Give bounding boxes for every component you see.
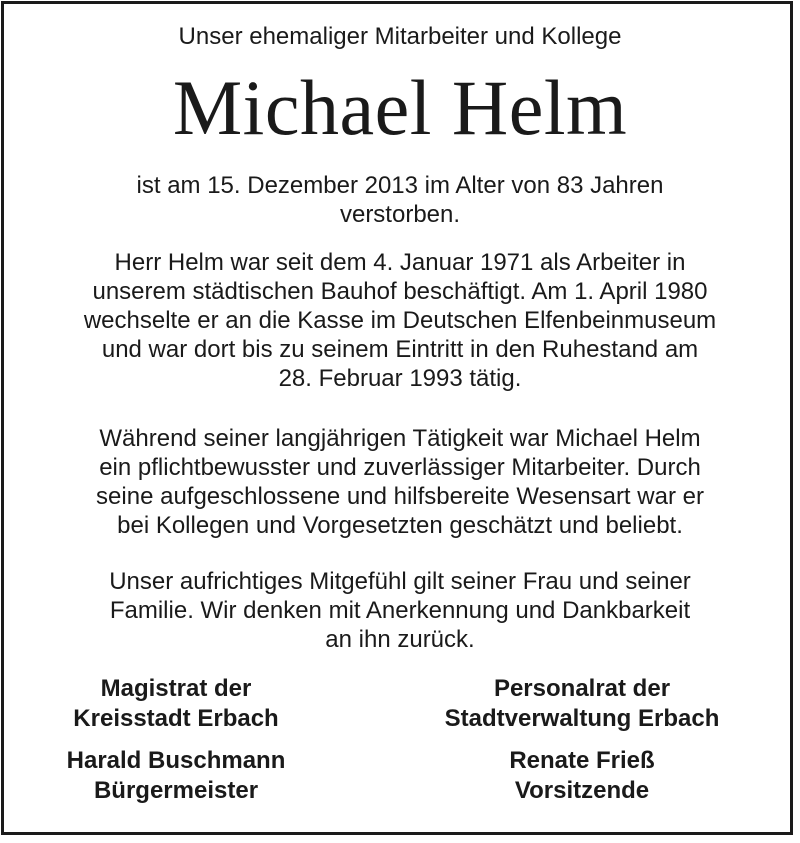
- text-line: unserem städtischen Bauhof beschäftigt. Am 1. April 1980: [92, 278, 708, 305]
- signer-role: Bürgermeister: [93, 777, 259, 804]
- org-name-line: Magistrat der: [100, 675, 252, 702]
- text-line: 28. Februar 1993 tätig.: [278, 365, 522, 392]
- signature-right-org: [402, 674, 762, 734]
- text-line: bei Kollegen und Vorgesetzten geschätzt und beliebt.: [117, 512, 683, 539]
- org-name-line: Stadtverwaltung Erbach: [444, 705, 720, 732]
- text-line: Familie. Wir denken mit Anerkennung und Dankbarkeit: [109, 597, 691, 624]
- text-line: wechselte er an die Kasse im Deutschen Elfenbeinmuseum: [83, 307, 717, 334]
- deceased-name: Michael Helm: [172, 64, 628, 151]
- text-line: seine aufgeschlossene und hilfsbereite Wesensart war er: [96, 483, 704, 510]
- text-line: ist am 15. Dezember 2013 im Alter von 83 Jahren: [136, 172, 664, 199]
- paragraph-death-date: [20, 171, 780, 229]
- paragraph-condolence: [20, 567, 780, 654]
- text-line: und war dort bis zu seinem Eintritt in den Ruhestand am: [101, 336, 699, 363]
- signer-name: Harald Buschmann: [66, 747, 286, 774]
- text-line: Herr Helm war seit dem 4. Januar 1971 als Arbeiter in: [114, 249, 686, 276]
- signer-role: Vorsitzende: [514, 777, 650, 804]
- org-name-line: Personalrat der: [493, 675, 671, 702]
- intro-line: Unser ehemaliger Mitarbeiter und Kollege: [178, 23, 622, 50]
- text-line: Während seiner langjährigen Tätigkeit war Michael Helm: [99, 425, 701, 452]
- text-line: an ihn zurück.: [325, 626, 475, 653]
- paragraph-character: [20, 424, 780, 540]
- signature-right-person: [402, 746, 762, 806]
- org-name-line: Kreisstadt Erbach: [73, 705, 279, 732]
- signature-left-org: [0, 674, 356, 734]
- text-line: Unser aufrichtiges Mitgefühl gilt seiner Frau und seiner: [109, 568, 691, 595]
- paragraph-career: [20, 248, 780, 393]
- signature-left-person: [0, 746, 356, 806]
- text-line: verstorben.: [339, 201, 461, 228]
- signer-name: Renate Frieß: [509, 747, 655, 774]
- text-line: ein pflichtbewusster und zuverlässiger Mitarbeiter. Durch: [99, 454, 701, 481]
